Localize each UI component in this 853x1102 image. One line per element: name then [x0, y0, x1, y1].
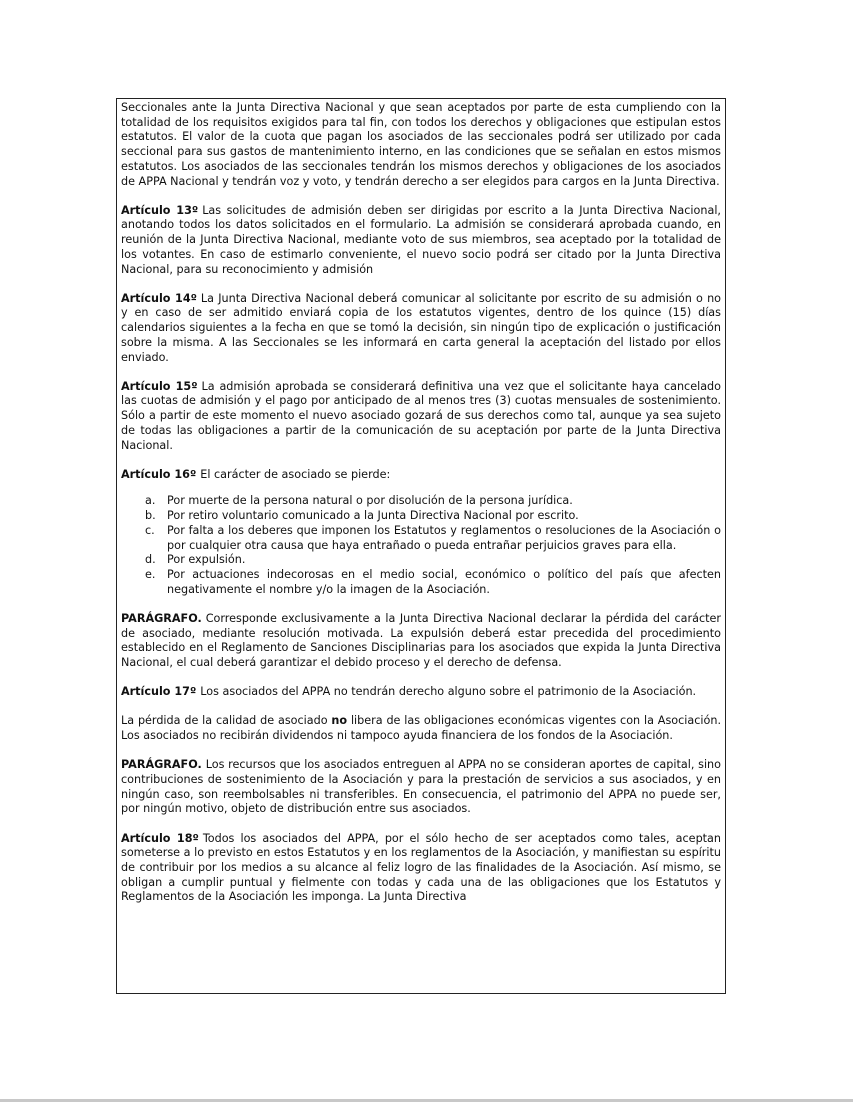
list-item: d. Por expulsión.	[145, 553, 246, 567]
article-17-text: Los asociados del APPA no tendrán derecho alguno sobre el patrimonio de la Asociación.	[200, 685, 697, 699]
article-18	[121, 832, 721, 906]
list-item: c. Por falta a los deberes que imponen los Estatutos y reglamentos o resoluciones de la Asociación o por cualquier otra causa que haya entrañado o pueda entrañar perjuicios graves para ella.	[145, 523, 721, 552]
article-15	[121, 380, 721, 454]
paragrafo-1-label: PARÁGRAFO.	[121, 611, 202, 625]
article-18-text: Todos los asociados del APPA, por el sólo hecho de ser aceptados como tales, aceptan someterse a lo previsto en estos Estatutos y en los reglamentos de la Asociación, y manifiestan su espíritu de contribuir por los medios a su alcance al feliz logro de las finalidades de la Asociación. Así mismo, se obligan a cumplir puntual y fielmente con todas y cada una de las obligaciones que los Estatutos y Reglamentos de la Asociación les imponga. La Junta Directiva	[121, 831, 722, 904]
paragrafo-2-label: PARÁGRAFO.	[121, 758, 202, 772]
paragrafo-1	[121, 612, 721, 671]
paragrafo-2-text: Los recursos que los asociados entreguen al APPA no se consideran aportes de capital, sino contribuciones de sostenimiento de la Asociación y para la prestación de servicios a sus asociados, y en ningún caso, son reembolsables ni transferibles. En consecuencia, el patrimonio del APPA no puede ser, por ningún motivo, objeto de distribución entre sus asociados.	[121, 758, 721, 816]
article-17-label: Artículo 17º	[121, 685, 197, 699]
article-17	[121, 685, 721, 700]
article-15-text: La admisión aprobada se considerará definitiva una vez que el solicitante haya cancelado las cuotas de admisión y el pago por anticipado de al menos tres (3) cuotas mensuales de sostenimiento. Sólo a partir de este momento el nuevo asociado gozará de sus derechos como tal, aunque ya sea sujeto de todas las obligaciones a partir de la comunicación de su aceptación por parte de la Junta Directiva Nacional.	[121, 379, 721, 452]
article-13	[121, 204, 721, 278]
intro-paragraph: Seccionales ante la Junta Directiva Nacional y que sean aceptados por parte de esta cumpliendo con la totalidad de los requisitos exigidos para tal fin, con todos los derechos y obligaciones que estipulan estos estatutos. El valor de la cuota que pagan los asociados de las seccionales podrá ser utilizado por cada seccional para sus gastos de mantenimiento interno, en las condiciones que se señalan en estos mismos estatutos. Los asociados de las seccionales tendrán los mismos derechos y obligaciones de los asociados de APPA Nacional y tendrán voz y voto, y tendrán derecho a ser elegidos para cargos en la Junta Directiva.	[121, 101, 721, 188]
article-14	[121, 292, 721, 366]
paragrafo-1-text: Corresponde exclusivamente a la Junta Directiva Nacional declarar la pérdida del carácter de asociado, mediante resolución motivada. La expulsión deberá estar precedida del procedimiento establecido en el Reglamento de Sanciones Disciplinarias para los asociados que expida la Junta Directiva Nacional, el cual deberá garantizar el debido proceso y el derecho de defensa.	[121, 611, 721, 669]
article-13-text: Las solicitudes de admisión deben ser dirigidas por escrito a la Junta Directiva Nacional, anotando todos los datos solicitados en el formulario. La admisión se considerará aprobada cuando, en reunión de la Junta Directiva Nacional, mediante voto de sus miembros, sea aceptado por la totalidad de los votantes. En caso de estimarlo conveniente, el nuevo socio podrá ser citado por la Junta Directiva Nacional, para su reconocimiento y admisión	[121, 203, 721, 276]
paragrafo-2	[121, 758, 721, 817]
article-15-label: Artículo 15º	[121, 379, 198, 393]
list-item: a. Por muerte de la persona natural o por disolución de la persona jurídica.	[145, 494, 573, 508]
emphasis-no: no	[331, 714, 348, 728]
article-17-paragraph-2: La pérdida de la calidad de asociado no libera de las obligaciones económicas vigentes con la Asociación. Los asociados no recibirán dividendos ni tampoco ayuda financiera de los fondos de la Asociación.	[121, 714, 721, 743]
article-16-text: El carácter de asociado se pierde:	[200, 467, 391, 481]
article-14-text: La Junta Directiva Nacional deberá comunicar al solicitante por escrito de su admisión o no y en caso de ser admitido enviará copia de los estatutos vigentes, dentro de los quince (15) días calendarios siguientes a la fecha en que se tomó la decisión, sin ningún tipo de explicación o justificación sobre la misma. A las Seccionales se les informará en carta general la aceptación del listado por ellos enviado.	[121, 291, 722, 364]
article-18-label: Artículo 18º	[121, 831, 199, 845]
document-page	[116, 98, 726, 994]
article-16-label: Artículo 16º	[121, 467, 197, 481]
list-item: e. Por actuaciones indecorosas en el medio social, económico o político del país que afecten negativamente el nombre y/o la imagen de la Asociación.	[145, 567, 721, 596]
article-14-label: Artículo 14º	[121, 291, 197, 305]
article-13-label: Artículo 13º	[121, 203, 199, 217]
article-16	[121, 468, 721, 483]
article-16-list	[121, 494, 721, 597]
list-item: b. Por retiro voluntario comunicado a la Junta Directiva Nacional por escrito.	[145, 509, 579, 523]
